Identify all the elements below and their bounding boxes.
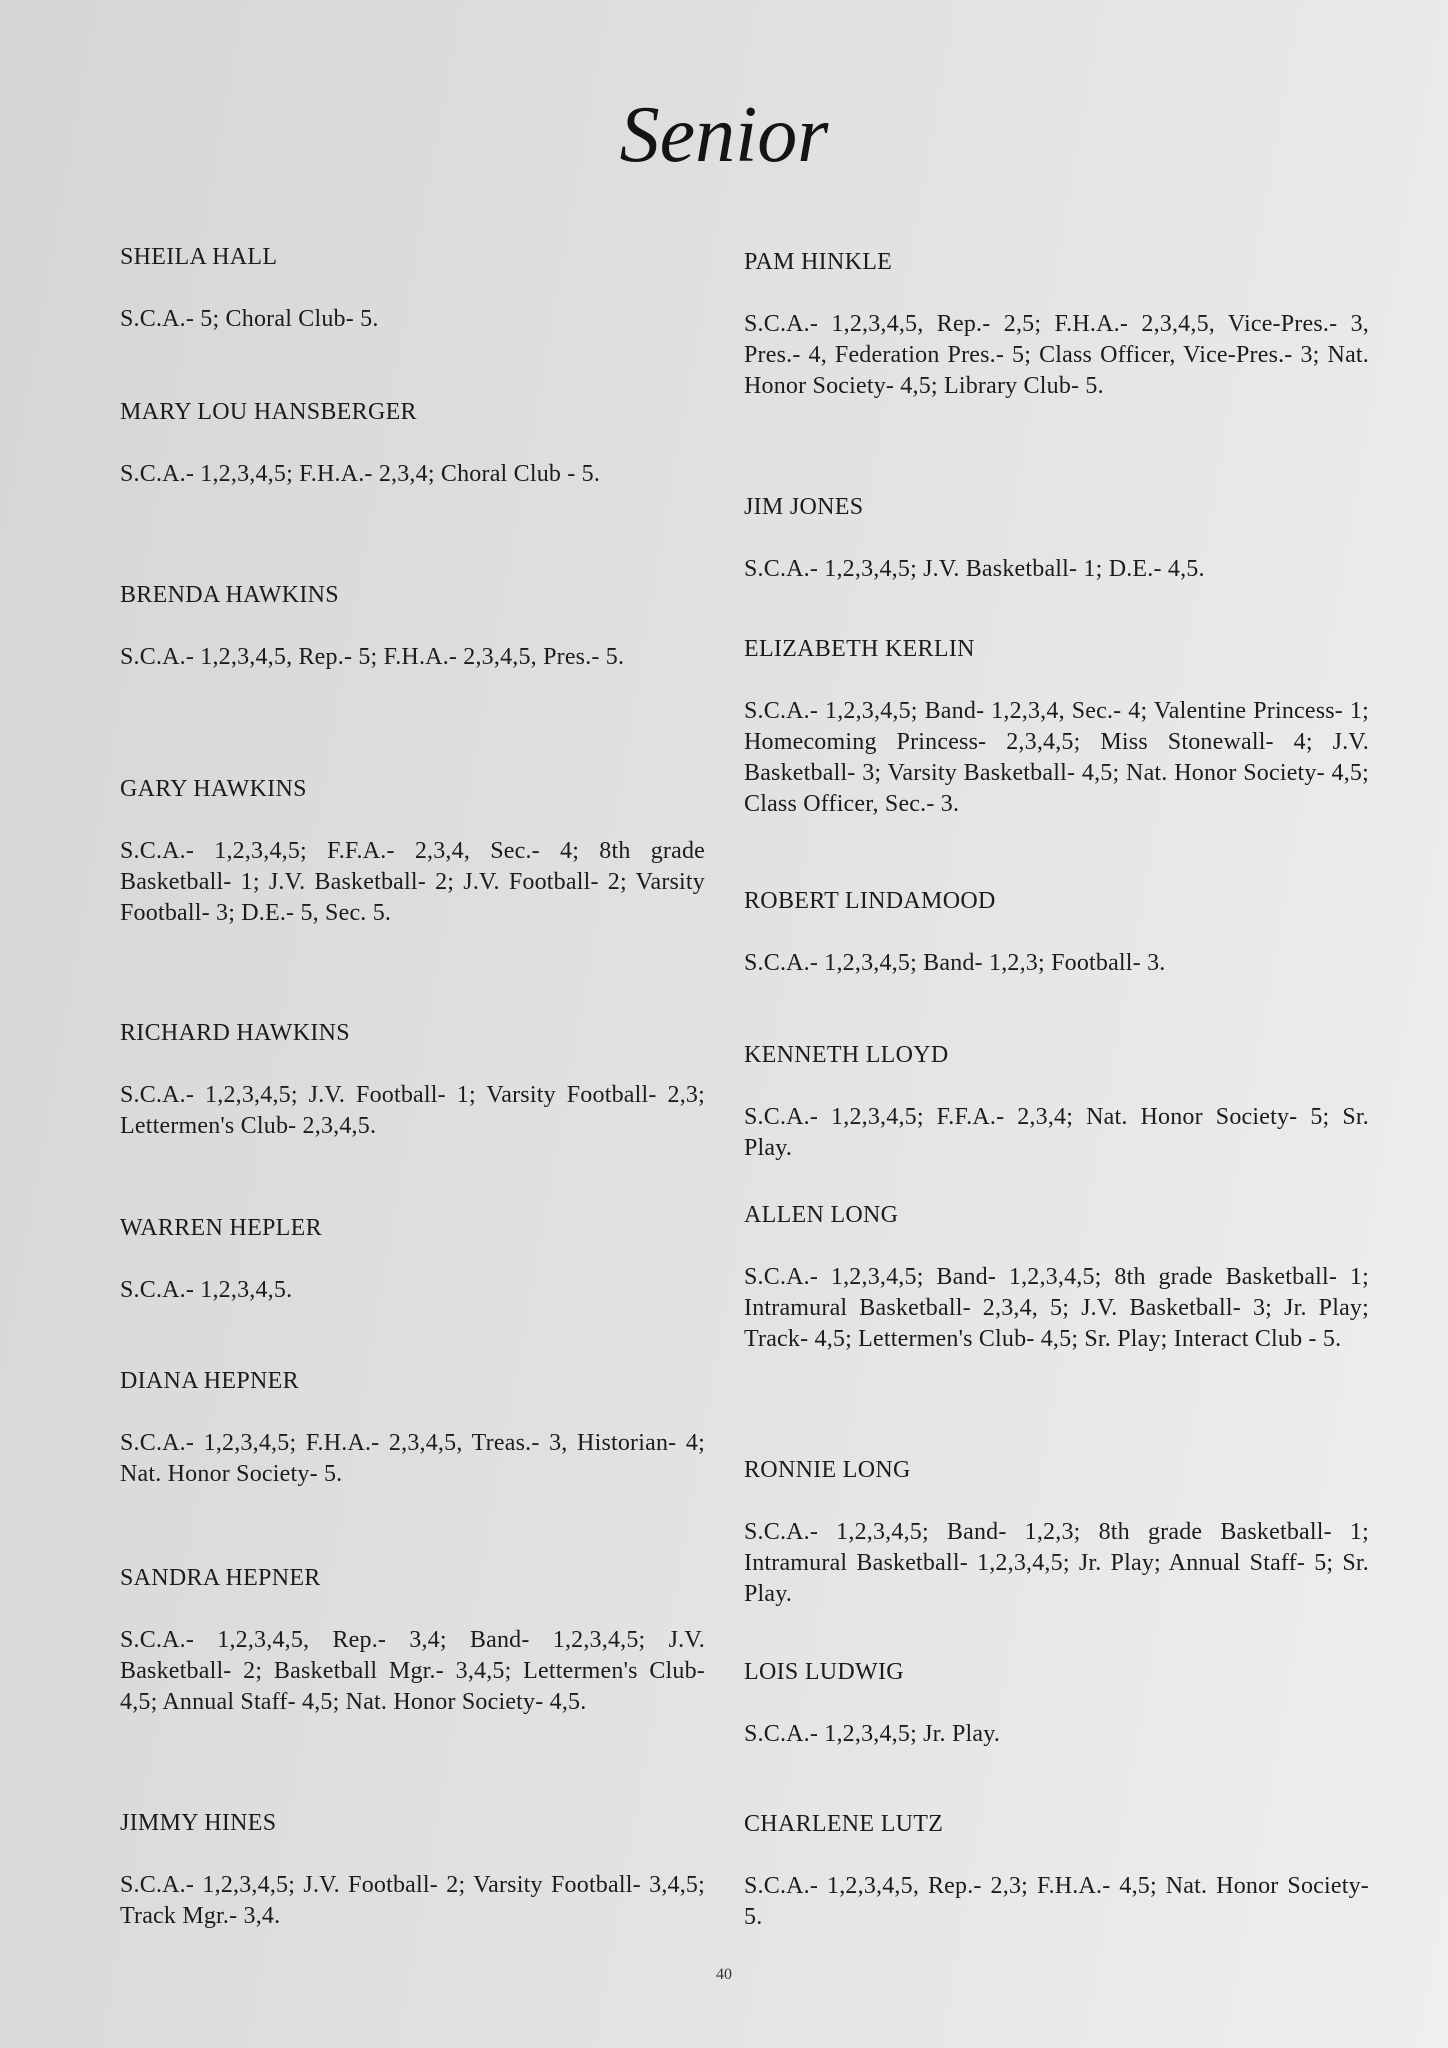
senior-name: JIMMY HINES	[120, 1810, 277, 1836]
senior-entry	[120, 243, 705, 335]
senior-name: SHEILA HALL	[120, 244, 278, 270]
senior-entry	[120, 1367, 705, 1490]
senior-entry	[744, 1201, 1369, 1355]
senior-activities: S.C.A.- 1,2,3,4,5; Band- 1,2,3,4, Sec.- 4; Valentine Princess- 1; Homecoming Princess- 2,3,4,5; Miss Stonewall- 4; J.V. Basketball- 3; Varsity Basketball- 4,5; Nat. Honor Society- 4,5; Class Officer, Sec.- 3.	[744, 698, 1369, 817]
senior-activities: S.C.A.- 1,2,3,4,5.	[120, 1277, 293, 1303]
senior-entry	[120, 581, 705, 673]
senior-name: BRENDA HAWKINS	[120, 582, 339, 608]
senior-activities: S.C.A.- 1,2,3,4,5; J.V. Basketball- 1; D.E.- 4,5.	[744, 556, 1205, 582]
senior-entry	[744, 887, 1369, 979]
senior-activities: S.C.A.- 1,2,3,4,5, Rep.- 2,5; F.H.A.- 2,3,4,5, Vice-Pres.- 3, Pres.- 4, Federation Pres.- 5; Class Officer, Vice-Pres.- 3; Nat. Honor Society- 4,5; Library Club- 5.	[744, 311, 1369, 399]
senior-entry	[744, 1456, 1369, 1610]
senior-name: GARY HAWKINS	[120, 776, 307, 802]
senior-name: PAM HINKLE	[744, 249, 893, 275]
senior-activities: S.C.A.- 1,2,3,4,5; F.F.A.- 2,3,4, Sec.- 4; 8th grade Basketball- 1; J.V. Basketball- 2; J.V. Football- 2; Varsity Football- 3; D.E.- 5, Sec. 5.	[120, 838, 705, 926]
senior-name: JIM JONES	[744, 494, 864, 520]
senior-activities: S.C.A.- 1,2,3,4,5; J.V. Football- 1; Varsity Football- 2,3; Lettermen's Club- 2,3,4,5.	[120, 1082, 705, 1139]
senior-entry	[744, 248, 1369, 402]
senior-name: ALLEN LONG	[744, 1202, 899, 1228]
senior-entry	[744, 1658, 1369, 1750]
senior-entry	[120, 1019, 705, 1142]
senior-activities: S.C.A.- 1,2,3,4,5; F.F.A.- 2,3,4; Nat. Honor Society- 5; Sr. Play.	[744, 1104, 1369, 1161]
senior-entry	[744, 1810, 1369, 1933]
senior-entry	[120, 1809, 705, 1932]
senior-name: WARREN HEPLER	[120, 1215, 322, 1241]
senior-activities: S.C.A.- 1,2,3,4,5, Rep.- 2,3; F.H.A.- 4,5; Nat. Honor Society- 5.	[744, 1873, 1369, 1930]
senior-activities: S.C.A.- 1,2,3,4,5; F.H.A.- 2,3,4,5, Treas.- 3, Historian- 4; Nat. Honor Society- 5.	[120, 1430, 705, 1487]
senior-activities: S.C.A.- 1,2,3,4,5; Band- 1,2,3; Football- 3.	[744, 950, 1166, 976]
senior-name: KENNETH LLOYD	[744, 1042, 949, 1068]
senior-entry	[744, 493, 1369, 585]
senior-name: SANDRA HEPNER	[120, 1565, 321, 1591]
senior-name: LOIS LUDWIG	[744, 1659, 904, 1685]
senior-name: RONNIE LONG	[744, 1457, 911, 1483]
senior-activities: S.C.A.- 1,2,3,4,5, Rep.- 5; F.H.A.- 2,3,4,5, Pres.- 5.	[120, 644, 625, 670]
senior-activities: S.C.A.- 1,2,3,4,5, Rep.- 3,4; Band- 1,2,3,4,5; J.V. Basketball- 2; Basketball Mgr.- 3,4,5; Lettermen's Club- 4,5; Annual Staff- 4,5; Nat. Honor Society- 4,5.	[120, 1627, 705, 1715]
senior-activities: S.C.A.- 1,2,3,4,5; F.H.A.- 2,3,4; Choral Club - 5.	[120, 461, 601, 487]
senior-activities: S.C.A.- 1,2,3,4,5; Band- 1,2,3,4,5; 8th grade Basketball- 1; Intramural Basketball- 2,3,4, 5; J.V. Basketball- 3; Jr. Play; Track- 4,5; Lettermen's Club- 4,5; Sr. Play; Interact Club - 5.	[744, 1264, 1369, 1352]
senior-name: RICHARD HAWKINS	[120, 1020, 350, 1046]
page-number: 40	[716, 1966, 732, 1983]
senior-entry	[120, 1214, 705, 1306]
senior-entry	[120, 1564, 705, 1718]
senior-activities: S.C.A.- 1,2,3,4,5; Band- 1,2,3; 8th grade Basketball- 1; Intramural Basketball- 1,2,3,4,5; Jr. Play; Annual Staff- 5; Sr. Play.	[744, 1519, 1369, 1607]
senior-entry	[120, 398, 705, 490]
senior-name: CHARLENE LUTZ	[744, 1811, 944, 1837]
page-title: Senior	[619, 91, 829, 179]
senior-name: DIANA HEPNER	[120, 1368, 299, 1394]
senior-activities: S.C.A.- 1,2,3,4,5; J.V. Football- 2; Varsity Football- 3,4,5; Track Mgr.- 3,4.	[120, 1872, 705, 1929]
senior-entry	[744, 635, 1369, 820]
senior-entry	[744, 1041, 1369, 1164]
senior-activities: S.C.A.- 1,2,3,4,5; Jr. Play.	[744, 1721, 1001, 1747]
senior-name: ELIZABETH KERLIN	[744, 636, 975, 662]
senior-entry	[120, 775, 705, 929]
senior-activities: S.C.A.- 5; Choral Club- 5.	[120, 306, 379, 332]
senior-name: MARY LOU HANSBERGER	[120, 399, 417, 425]
senior-name: ROBERT LINDAMOOD	[744, 888, 996, 914]
